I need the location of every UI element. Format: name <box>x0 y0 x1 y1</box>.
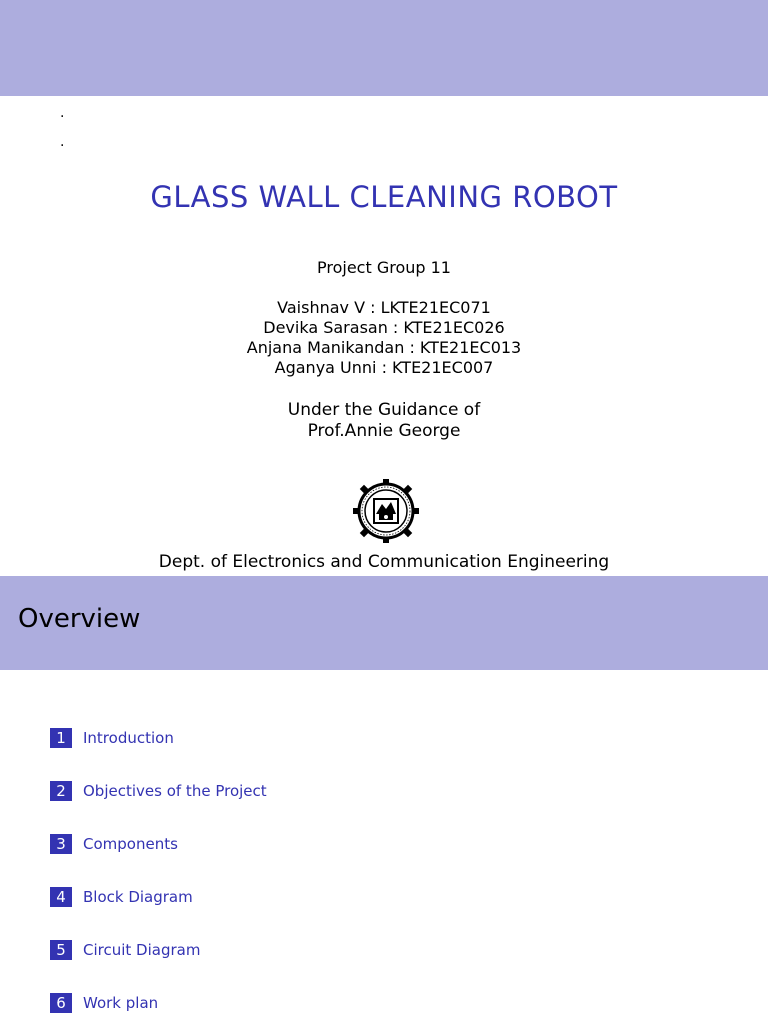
toc-item-circuit-diagram[interactable] <box>50 940 200 960</box>
toc-label[interactable]: Circuit Diagram <box>83 941 201 959</box>
department-name: Dept. of Electronics and Communication Engineering <box>158 552 610 572</box>
guide-name: Prof.Annie George <box>307 421 461 441</box>
toc-number: 5 <box>50 940 72 960</box>
member-name: Devika Sarasan : KTE21EC026 <box>263 318 505 337</box>
toc-label[interactable]: Components <box>83 835 178 853</box>
toc-number: 1 <box>50 728 72 748</box>
bullet-dot: . <box>60 134 65 150</box>
title-slide-header-band <box>0 0 768 96</box>
guidance-block <box>0 400 768 442</box>
toc-item-introduction[interactable] <box>50 728 174 748</box>
bullet-dot: . <box>60 105 65 121</box>
toc-item-objectives[interactable] <box>50 781 267 801</box>
toc-item-components[interactable] <box>50 834 178 854</box>
toc-label[interactable]: Objectives of the Project <box>83 782 267 800</box>
member-name: Anjana Manikandan : KTE21EC013 <box>246 338 522 357</box>
guidance-label: Under the Guidance of <box>287 400 481 420</box>
toc-number: 3 <box>50 834 72 854</box>
toc-label[interactable]: Work plan <box>83 994 159 1012</box>
member-name: Aganya Unni : KTE21EC007 <box>274 358 494 377</box>
overview-title: Overview <box>18 604 141 634</box>
toc-item-work-plan[interactable] <box>50 993 158 1013</box>
member-list <box>0 298 768 378</box>
toc-label[interactable]: Introduction <box>83 729 174 747</box>
college-emblem-logo <box>350 478 422 544</box>
toc-number: 2 <box>50 781 72 801</box>
slide-title: GLASS WALL CLEANING ROBOT <box>150 180 618 214</box>
toc-label[interactable]: Block Diagram <box>83 888 193 906</box>
toc-item-block-diagram[interactable] <box>50 887 193 907</box>
toc-number: 4 <box>50 887 72 907</box>
project-group: Project Group 11 <box>317 258 451 277</box>
toc-number: 6 <box>50 993 72 1013</box>
overview-header-band <box>0 576 768 670</box>
member-name: Vaishnav V : LKTE21EC071 <box>277 298 491 317</box>
